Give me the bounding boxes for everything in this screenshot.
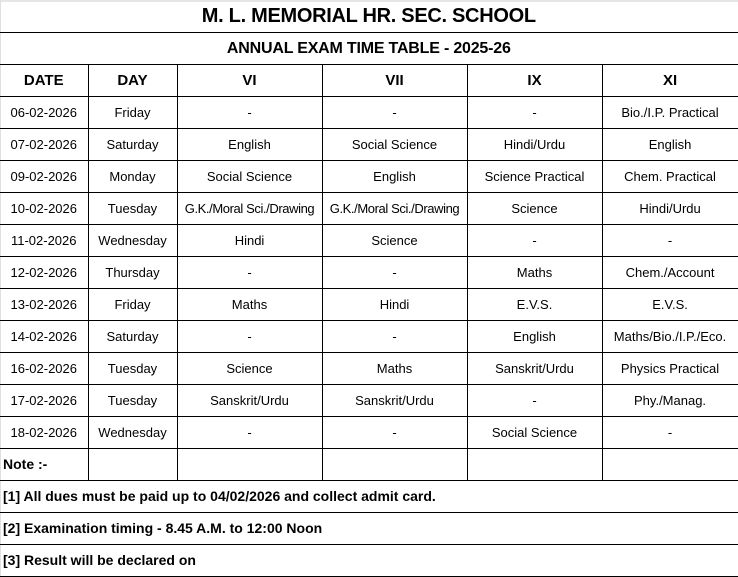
class-ix-cell: Science Practical [467, 161, 602, 193]
class-xi-cell: English [602, 129, 738, 161]
subtitle-row [0, 33, 738, 65]
date-cell: 07-02-2026 [0, 129, 88, 161]
table-row [0, 97, 738, 129]
date-cell: 16-02-2026 [0, 353, 88, 385]
day-cell: Friday [88, 97, 177, 129]
class-ix-cell: - [467, 225, 602, 257]
class-xi-cell: Chem. Practical [602, 161, 738, 193]
class-vi-cell: English [177, 129, 322, 161]
class-ix-cell: E.V.S. [467, 289, 602, 321]
empty-cell [88, 449, 177, 481]
day-cell: Friday [88, 289, 177, 321]
class-vi-cell: - [177, 257, 322, 289]
title-row [0, 1, 738, 33]
note-item: [1] All dues must be paid up to 04/02/2026 and collect admit card. [0, 481, 738, 513]
table-row [0, 161, 738, 193]
date-cell: 14-02-2026 [0, 321, 88, 353]
class-vii-cell: Maths [322, 353, 467, 385]
class-ix-cell: Science [467, 193, 602, 225]
class-vi-cell: Science [177, 353, 322, 385]
date-cell: 06-02-2026 [0, 97, 88, 129]
table-row [0, 225, 738, 257]
note-item: [3] Result will be declared on [0, 545, 738, 577]
class-ix-cell: - [467, 97, 602, 129]
empty-cell [602, 449, 738, 481]
class-xi-cell: Phy./Manag. [602, 385, 738, 417]
class-vii-cell: - [322, 321, 467, 353]
day-cell: Monday [88, 161, 177, 193]
date-cell: 18-02-2026 [0, 417, 88, 449]
day-cell: Tuesday [88, 353, 177, 385]
day-cell: Saturday [88, 321, 177, 353]
class-ix-cell: Sanskrit/Urdu [467, 353, 602, 385]
day-cell: Tuesday [88, 193, 177, 225]
class-ix-cell: English [467, 321, 602, 353]
note-label-row [0, 449, 738, 481]
day-cell: Wednesday [88, 417, 177, 449]
class-ix-cell: Hindi/Urdu [467, 129, 602, 161]
table-row [0, 417, 738, 449]
class-vii-cell: - [322, 257, 467, 289]
date-cell: 09-02-2026 [0, 161, 88, 193]
class-ix-cell: - [467, 385, 602, 417]
class-xi-cell: Bio./I.P. Practical [602, 97, 738, 129]
table-row [0, 321, 738, 353]
class-vii-cell: G.K./Moral Sci./Drawing [322, 193, 467, 225]
class-vi-cell: G.K./Moral Sci./Drawing [177, 193, 322, 225]
school-name: M. L. MEMORIAL HR. SEC. SCHOOL [0, 1, 738, 33]
class-xi-cell: - [602, 417, 738, 449]
note-row [0, 513, 738, 545]
timetable-title: ANNUAL EXAM TIME TABLE - 2025-26 [0, 33, 738, 65]
date-cell: 12-02-2026 [0, 257, 88, 289]
day-cell: Thursday [88, 257, 177, 289]
class-vi-cell: - [177, 321, 322, 353]
class-xi-cell: Chem./Account [602, 257, 738, 289]
class-vii-cell: Science [322, 225, 467, 257]
table-row [0, 129, 738, 161]
date-cell: 10-02-2026 [0, 193, 88, 225]
class-vi-cell: Hindi [177, 225, 322, 257]
column-header-vi: VI [177, 65, 322, 97]
note-row [0, 545, 738, 577]
column-header-ix: IX [467, 65, 602, 97]
class-vi-cell: Maths [177, 289, 322, 321]
column-header-date: DATE [0, 65, 88, 97]
class-ix-cell: Maths [467, 257, 602, 289]
note-label: Note :- [0, 449, 88, 481]
class-xi-cell: - [602, 225, 738, 257]
class-xi-cell: E.V.S. [602, 289, 738, 321]
class-vi-cell: - [177, 417, 322, 449]
class-vi-cell: Social Science [177, 161, 322, 193]
table-row [0, 257, 738, 289]
note-item: [2] Examination timing - 8.45 A.M. to 12:00 Noon [0, 513, 738, 545]
table-row [0, 385, 738, 417]
class-vii-cell: - [322, 97, 467, 129]
table-row [0, 193, 738, 225]
column-header-vii: VII [322, 65, 467, 97]
header-row [0, 65, 738, 97]
column-header-day: DAY [88, 65, 177, 97]
class-vii-cell: English [322, 161, 467, 193]
class-xi-cell: Physics Practical [602, 353, 738, 385]
class-vii-cell: Hindi [322, 289, 467, 321]
day-cell: Saturday [88, 129, 177, 161]
note-row [0, 481, 738, 513]
class-vii-cell: Social Science [322, 129, 467, 161]
date-cell: 13-02-2026 [0, 289, 88, 321]
date-cell: 11-02-2026 [0, 225, 88, 257]
column-header-xi: XI [602, 65, 738, 97]
class-vi-cell: - [177, 97, 322, 129]
empty-cell [467, 449, 602, 481]
day-cell: Tuesday [88, 385, 177, 417]
exam-timetable [0, 1, 738, 577]
class-xi-cell: Hindi/Urdu [602, 193, 738, 225]
empty-cell [322, 449, 467, 481]
class-vii-cell: Sanskrit/Urdu [322, 385, 467, 417]
empty-cell [177, 449, 322, 481]
class-ix-cell: Social Science [467, 417, 602, 449]
class-vii-cell: - [322, 417, 467, 449]
table-row [0, 353, 738, 385]
class-vi-cell: Sanskrit/Urdu [177, 385, 322, 417]
table-row [0, 289, 738, 321]
day-cell: Wednesday [88, 225, 177, 257]
class-xi-cell: Maths/Bio./I.P./Eco. [602, 321, 738, 353]
date-cell: 17-02-2026 [0, 385, 88, 417]
